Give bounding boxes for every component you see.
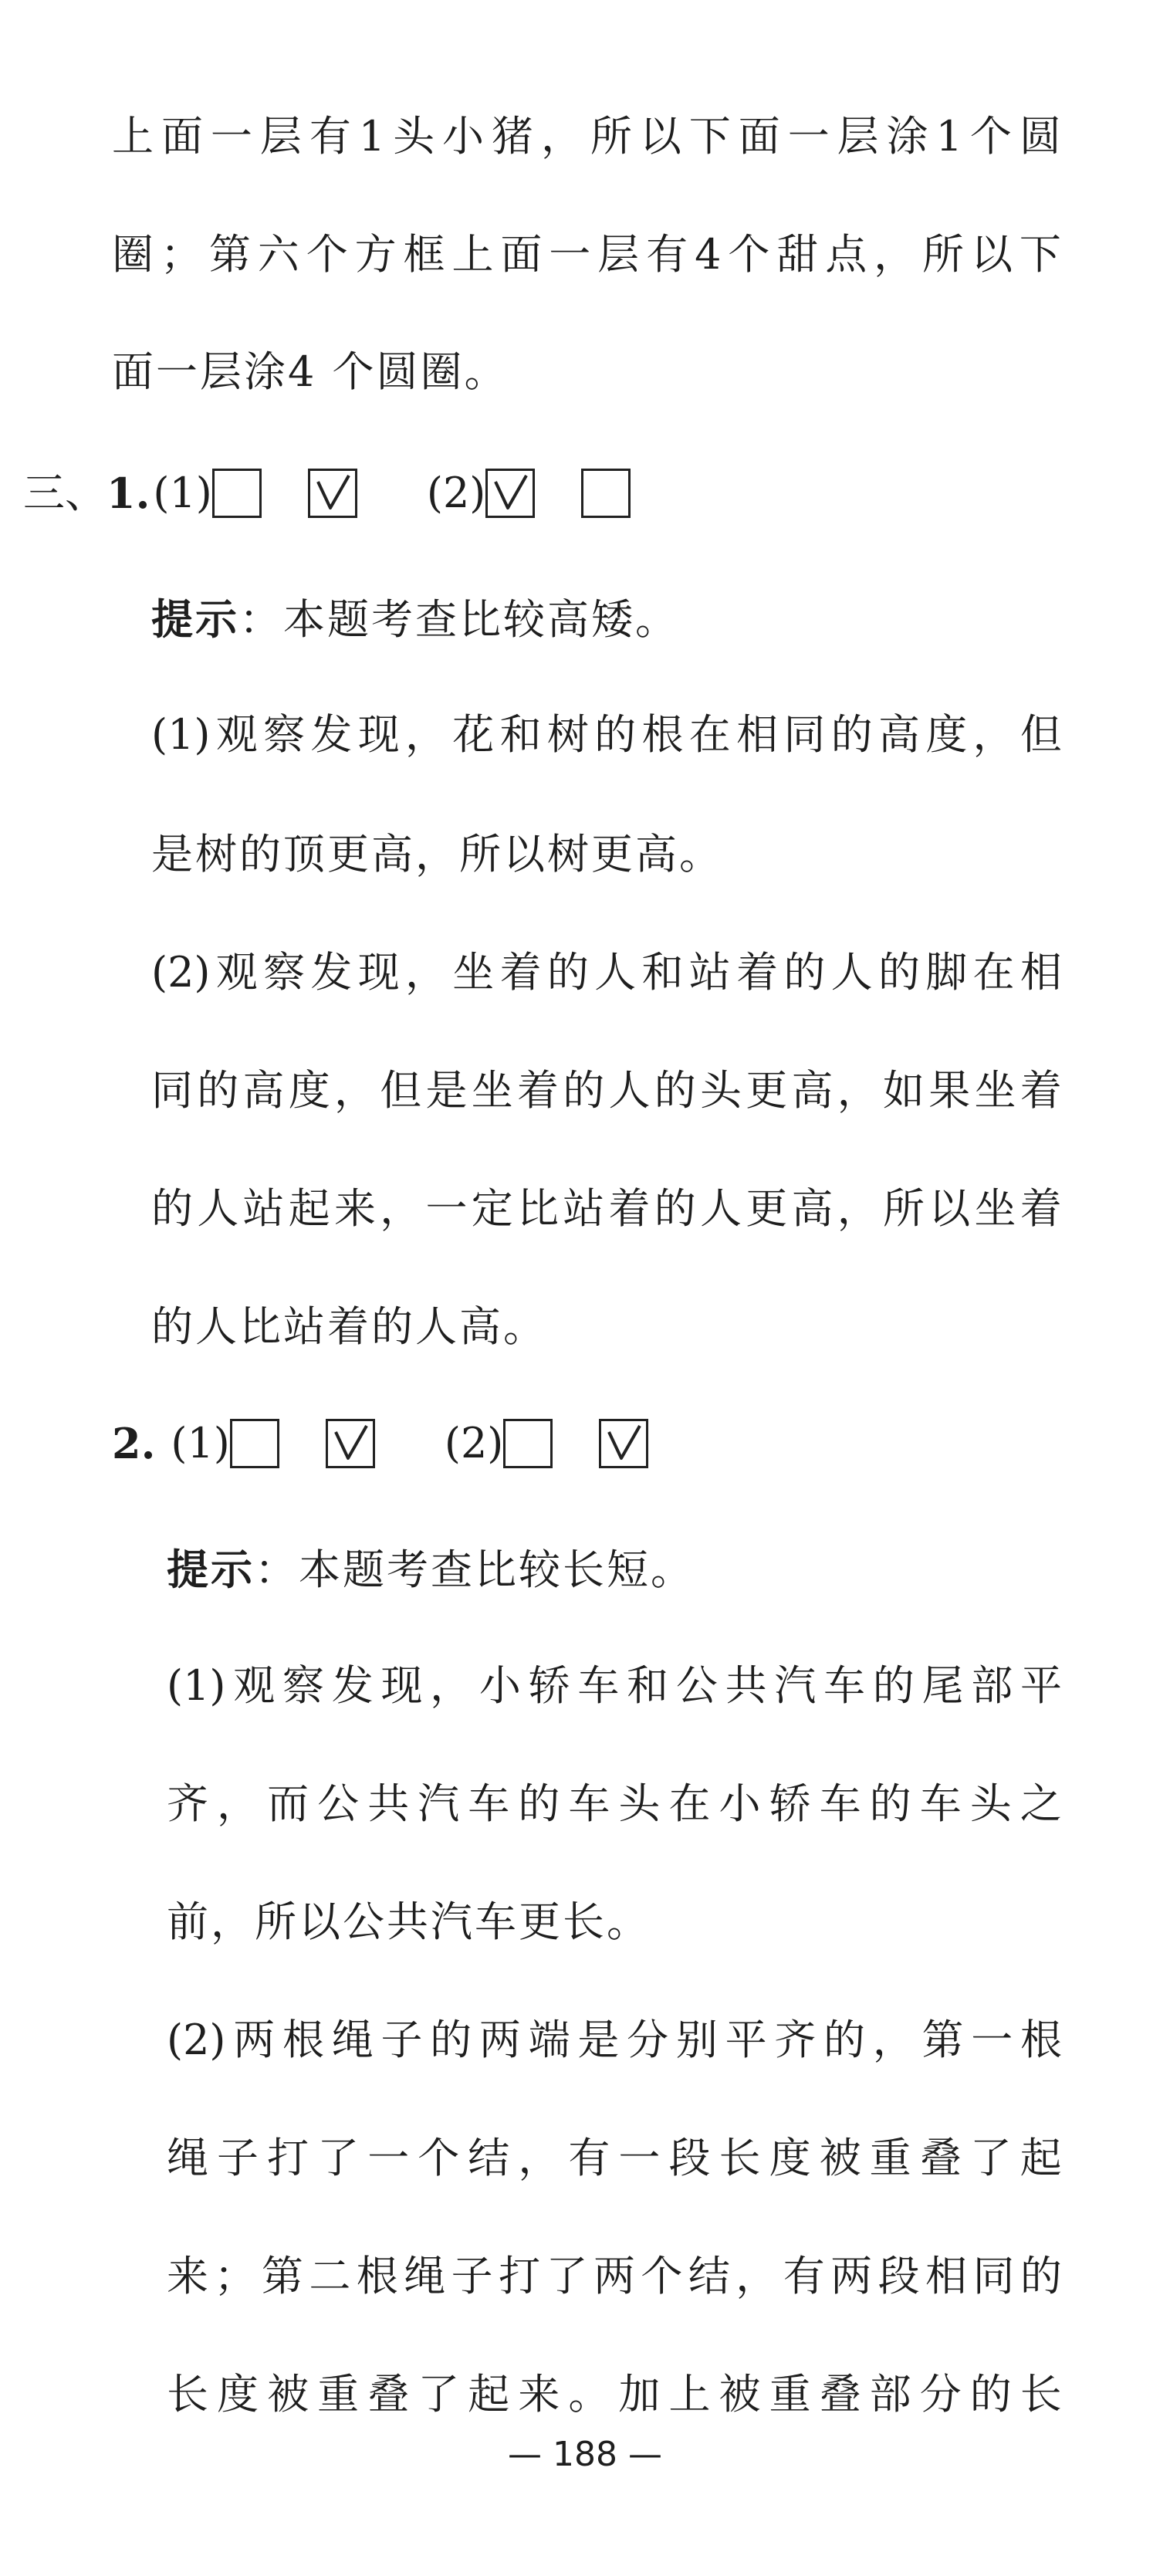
check-mark-icon <box>604 1424 643 1463</box>
text-char: 的 <box>1020 2252 1062 2300</box>
text-char: 以 <box>639 112 681 161</box>
text-char: 了 <box>317 2134 360 2182</box>
text-char: 头 <box>618 1779 661 1828</box>
sub-label-2: (2) <box>426 469 486 517</box>
paragraph-4-line-3 <box>167 2252 1062 2301</box>
page-number: — 188 — <box>508 2435 662 2474</box>
q3-1-answer-row <box>23 469 631 518</box>
text-char: 有 <box>783 2252 825 2300</box>
text-char: 的 <box>654 1184 696 1233</box>
text-char: 度 <box>288 1066 330 1115</box>
text-char: 面 <box>500 230 543 279</box>
text-char: 的 <box>869 1779 911 1828</box>
text-char: 花 <box>452 710 495 759</box>
text-char: 察 <box>282 1661 324 1710</box>
text-char: 二 <box>309 2252 351 2300</box>
text-char: 更 <box>746 1066 788 1115</box>
text-char: 坐 <box>974 1184 1016 1233</box>
text-char: 车 <box>468 1779 510 1828</box>
text-char: ， <box>872 2016 915 2064</box>
text-char: 共 <box>367 1779 410 1828</box>
text-char: 以 <box>928 1184 971 1233</box>
text-char: ， <box>430 1661 472 1710</box>
text-char: 现 <box>357 710 400 759</box>
text-char: 第 <box>921 2016 964 2064</box>
empty-box <box>212 469 262 518</box>
text-char: 着 <box>517 1066 559 1115</box>
text-char: 高 <box>791 1184 834 1233</box>
text-line-1 <box>112 112 1061 161</box>
text-char: 来 <box>518 2370 560 2419</box>
text-char: 坐 <box>974 1066 1016 1115</box>
text-char: 而 <box>267 1779 309 1828</box>
paragraph-2-line-1 <box>151 948 1062 997</box>
check-mark-icon <box>491 474 529 513</box>
text-char: 个 <box>969 112 1012 161</box>
text-char: 小 <box>719 1779 761 1828</box>
text-char: 一 <box>618 2134 661 2182</box>
text-char: 比 <box>517 1184 559 1233</box>
text-char: 但 <box>380 1066 422 1115</box>
text-char: 有 <box>568 2134 610 2182</box>
text-char: ， <box>837 1066 879 1115</box>
text-char: ， <box>735 2252 778 2300</box>
text-char: 被 <box>267 2370 309 2419</box>
text-char: 了 <box>418 2370 460 2419</box>
text-char: 上 <box>451 230 494 279</box>
text-char: 有 <box>309 112 351 161</box>
text-char: 端 <box>528 2016 570 2064</box>
text-char: 被 <box>819 2134 861 2182</box>
paragraph-2-line-3 <box>151 1184 1062 1234</box>
text-char: 着 <box>1020 1066 1062 1115</box>
text-char: 甜 <box>776 230 819 279</box>
text-char: 有 <box>646 230 688 279</box>
text-char: 来 <box>334 1184 376 1233</box>
text-char: 起 <box>1020 2134 1062 2182</box>
text-char: 齐 <box>774 2016 817 2064</box>
text-char: 起 <box>288 1184 330 1233</box>
sub-label-1: (1) <box>171 1419 230 1467</box>
paragraph-1-line-1 <box>151 710 1062 760</box>
checked-box <box>326 1419 375 1468</box>
paragraph-2-line-2 <box>151 1066 1062 1115</box>
text-char: 4 <box>695 230 722 279</box>
text-char: ， <box>540 112 583 161</box>
text-char: 观 <box>215 710 258 759</box>
text-char: 子 <box>451 2252 493 2300</box>
text-char: 但 <box>1020 710 1062 759</box>
text-char: 的 <box>830 710 873 759</box>
paragraph-4-line-1 <box>167 2016 1062 2065</box>
text-char: 一 <box>210 112 252 161</box>
paragraph-2-line-4: 的人比站着的人高。 <box>151 1302 547 1351</box>
text-char: 汽 <box>418 1779 460 1828</box>
text-char: 下 <box>688 112 731 161</box>
text-char: 车 <box>823 1661 866 1710</box>
text-char: 站 <box>242 1184 285 1233</box>
text-char: (2) <box>167 2016 226 2064</box>
text-char: 和 <box>499 710 542 759</box>
text-char: 小 <box>442 112 485 161</box>
text-char: ， <box>380 1184 422 1233</box>
check-mark-icon <box>331 1424 370 1463</box>
text-char: 子 <box>217 2134 259 2182</box>
text-char: 度 <box>769 2134 811 2182</box>
hint-text: ：本题考查比较长短。 <box>255 1545 695 1594</box>
text-char: 所 <box>590 112 632 161</box>
hint-label: 提示 <box>167 1545 255 1594</box>
paragraph-4-line-2 <box>167 2134 1062 2183</box>
text-char: 叠 <box>367 2370 410 2419</box>
text-char: 坐 <box>471 1066 513 1115</box>
text-char: 在 <box>668 1779 711 1828</box>
text-char: 如 <box>883 1066 925 1115</box>
text-char: 了 <box>546 2252 588 2300</box>
paragraph-3-line-3: 前，所以公共汽车更长。 <box>167 1897 651 1946</box>
text-char: 框 <box>403 230 445 279</box>
text-char: 长 <box>719 2134 761 2182</box>
text-char: (2) <box>151 948 211 997</box>
text-char: 定 <box>471 1184 513 1233</box>
text-char: 被 <box>719 2370 761 2419</box>
text-char: 1 <box>358 112 386 161</box>
text-char: 车 <box>577 1661 620 1710</box>
text-char: 坐 <box>452 948 495 997</box>
text-char: 是 <box>425 1066 468 1115</box>
text-char: 相 <box>736 710 779 759</box>
text-char: 第 <box>208 230 251 279</box>
text-char: 度 <box>925 710 968 759</box>
text-char: 观 <box>233 1661 276 1710</box>
text-char: 重 <box>317 2370 360 2419</box>
text-line-2 <box>112 230 1061 279</box>
text-char: 所 <box>883 1184 925 1233</box>
text-char: ， <box>404 710 447 759</box>
sub-label-1: (1) <box>153 469 212 517</box>
text-char: 点 <box>825 230 867 279</box>
text-char: 头 <box>700 1066 742 1115</box>
text-char: 察 <box>263 710 306 759</box>
text-char: 尾 <box>921 1661 964 1710</box>
hint-line-2 <box>167 1545 695 1595</box>
text-char: 打 <box>267 2134 309 2182</box>
question-number-2: 2. <box>112 1419 156 1468</box>
q3-2-answer-row <box>112 1419 648 1468</box>
text-char: ， <box>404 948 447 997</box>
text-char: 和 <box>641 948 684 997</box>
text-char: 发 <box>310 710 353 759</box>
paragraph-1-line-2: 是树的顶更高，所以树更高。 <box>151 830 723 878</box>
text-char: 平 <box>1020 1661 1062 1710</box>
text-char: 下 <box>1019 230 1061 279</box>
text-char: 重 <box>769 2370 811 2419</box>
text-char: 车 <box>568 1779 610 1828</box>
text-char: 打 <box>499 2252 541 2300</box>
text-char: 车 <box>819 1779 861 1828</box>
text-char: 度 <box>217 2370 259 2419</box>
text-char: 绳 <box>167 2134 208 2182</box>
text-char: 绳 <box>404 2252 446 2300</box>
checked-box <box>308 469 357 518</box>
text-char: 根 <box>1020 2016 1062 2064</box>
text-char: 齐 <box>167 1779 208 1828</box>
text-char: 人 <box>608 1066 651 1115</box>
text-char: 的 <box>823 2016 866 2064</box>
text-char: 第 <box>261 2252 303 2300</box>
text-char: 着 <box>736 948 779 997</box>
text-char: 一 <box>787 112 830 161</box>
text-char: 高 <box>877 710 920 759</box>
text-char: 个 <box>728 230 770 279</box>
text-char: 公 <box>675 1661 718 1710</box>
text-char: 了 <box>969 2134 1012 2182</box>
text-char: 个 <box>641 2252 683 2300</box>
text-char: 的 <box>197 1066 239 1115</box>
text-char: 重 <box>869 2134 911 2182</box>
text-char: 六 <box>257 230 299 279</box>
text-char: 。 <box>568 2370 610 2419</box>
text-char: 同 <box>972 2252 1015 2300</box>
text-char: 和 <box>627 1661 669 1710</box>
text-char: 绳 <box>331 2016 374 2064</box>
text-char: 面 <box>738 112 780 161</box>
text-char: 高 <box>791 1066 834 1115</box>
hint-text: ：本题考查比较高矮。 <box>239 595 679 644</box>
text-char: 果 <box>928 1066 971 1115</box>
text-char: 共 <box>725 1661 767 1710</box>
text-char: 层 <box>597 230 640 279</box>
text-char: 的 <box>872 1661 915 1710</box>
text-char: 在 <box>688 710 731 759</box>
text-char: ， <box>874 230 916 279</box>
text-char: 轿 <box>528 1661 570 1710</box>
text-char: 个 <box>306 230 348 279</box>
text-char: 叠 <box>919 2134 962 2182</box>
text-char: 涂 <box>886 112 928 161</box>
text-char: 上 <box>668 2370 711 2419</box>
text-char: 人 <box>594 948 637 997</box>
text-char: 的 <box>594 710 637 759</box>
text-char: 人 <box>700 1184 742 1233</box>
text-char: 圈 <box>112 230 154 279</box>
text-char: 段 <box>877 2252 920 2300</box>
text-char: 一 <box>971 2016 1013 2064</box>
text-char: 着 <box>608 1184 651 1233</box>
text-char: 的 <box>546 948 589 997</box>
text-char: 观 <box>215 948 258 997</box>
text-char: 根 <box>282 2016 324 2064</box>
paragraph-3-line-1 <box>167 1661 1062 1711</box>
text-char: ； <box>214 2252 256 2300</box>
text-char: 的 <box>877 948 920 997</box>
text-char: 发 <box>331 1661 374 1710</box>
text-char: ， <box>217 1779 259 1828</box>
text-char: 加 <box>618 2370 661 2419</box>
text-char: 上 <box>112 112 154 161</box>
text-char: 一 <box>549 230 591 279</box>
text-char: 猪 <box>491 112 533 161</box>
text-char: 根 <box>641 710 684 759</box>
text-char: 高 <box>242 1066 285 1115</box>
check-mark-icon <box>313 474 352 513</box>
text-char: 同 <box>151 1066 193 1115</box>
text-char: 结 <box>468 2134 510 2182</box>
text-char: 两 <box>478 2016 521 2064</box>
text-char: 两 <box>593 2252 635 2300</box>
paragraph-3-line-2 <box>167 1779 1062 1829</box>
text-char: 的 <box>151 1184 193 1233</box>
text-char: 部 <box>869 2370 911 2419</box>
text-char: 公 <box>317 1779 360 1828</box>
text-char: 树 <box>546 710 589 759</box>
text-char: 在 <box>972 948 1015 997</box>
text-char: 发 <box>310 948 353 997</box>
text-char: 之 <box>1020 1779 1062 1828</box>
text-char: 察 <box>263 948 306 997</box>
text-char: ； <box>160 230 202 279</box>
text-char: ， <box>972 710 1015 759</box>
text-char: 段 <box>668 2134 711 2182</box>
text-char: 层 <box>259 112 302 161</box>
empty-box <box>503 1419 553 1468</box>
text-line-3: 面一层涂4 个圆圈。 <box>112 347 509 396</box>
hint-line-1 <box>151 594 679 645</box>
text-char: 方 <box>354 230 397 279</box>
text-char: 站 <box>563 1184 605 1233</box>
text-char: 两 <box>830 2252 873 2300</box>
text-char: 以 <box>970 230 1013 279</box>
text-char: 人 <box>830 948 873 997</box>
text-char: 头 <box>393 112 435 161</box>
text-char: 的 <box>430 2016 472 2064</box>
text-char: 车 <box>919 1779 962 1828</box>
text-char: 轿 <box>769 1779 811 1828</box>
text-char: (1) <box>151 710 211 759</box>
text-char: 长 <box>167 2370 208 2419</box>
text-char: 的 <box>563 1066 605 1115</box>
checked-box <box>485 469 535 518</box>
text-char: 的 <box>969 2370 1012 2419</box>
text-char: 的 <box>654 1066 696 1115</box>
question-number-1: 1. <box>107 469 150 518</box>
text-char: (1) <box>167 1661 226 1710</box>
text-char: ， <box>334 1066 376 1115</box>
text-char: 根 <box>356 2252 398 2300</box>
text-char: 两 <box>233 2016 276 2064</box>
text-char: 的 <box>783 948 826 997</box>
text-char: 1 <box>935 112 962 161</box>
text-char: 分 <box>627 2016 669 2064</box>
paragraph-4-line-4 <box>167 2370 1062 2419</box>
sub-label-2: (2) <box>444 1419 504 1467</box>
text-char: 一 <box>367 2134 410 2182</box>
text-char: 一 <box>425 1184 468 1233</box>
text-char: 的 <box>518 1779 560 1828</box>
checked-box <box>599 1419 648 1468</box>
text-char: 相 <box>925 2252 967 2300</box>
text-char: 子 <box>380 2016 423 2064</box>
text-char: 相 <box>1020 948 1062 997</box>
text-char: 平 <box>725 2016 767 2064</box>
hint-label: 提示 <box>151 594 239 644</box>
text-char: 站 <box>688 948 731 997</box>
text-char: 长 <box>1020 2370 1062 2419</box>
empty-box <box>581 469 631 518</box>
text-char: 汽 <box>774 1661 817 1710</box>
text-char: 部 <box>971 1661 1013 1710</box>
text-char: 结 <box>688 2252 730 2300</box>
text-char: 是 <box>577 2016 620 2064</box>
text-char: 叠 <box>819 2370 861 2419</box>
text-char: 小 <box>478 1661 521 1710</box>
text-char: 更 <box>746 1184 788 1233</box>
text-char: ， <box>837 1184 879 1233</box>
text-char: 分 <box>919 2370 962 2419</box>
text-char: 个 <box>418 2134 460 2182</box>
text-char: 别 <box>675 2016 718 2064</box>
text-char: 脚 <box>925 948 968 997</box>
text-char: 来 <box>167 2252 208 2300</box>
text-char: 所 <box>922 230 965 279</box>
text-char: 着 <box>499 948 542 997</box>
text-char: 起 <box>468 2370 510 2419</box>
text-char: ， <box>518 2134 560 2182</box>
text-char: 着 <box>1020 1184 1062 1233</box>
text-char: 圆 <box>1019 112 1061 161</box>
section-marker: 三、 <box>23 469 107 517</box>
text-char: 面 <box>161 112 203 161</box>
empty-box <box>230 1419 279 1468</box>
text-char: 层 <box>837 112 879 161</box>
text-char: 同 <box>783 710 826 759</box>
text-char: 人 <box>197 1184 239 1233</box>
text-char: 现 <box>380 1661 423 1710</box>
text-char: 头 <box>969 1779 1012 1828</box>
text-char: 现 <box>357 948 400 997</box>
